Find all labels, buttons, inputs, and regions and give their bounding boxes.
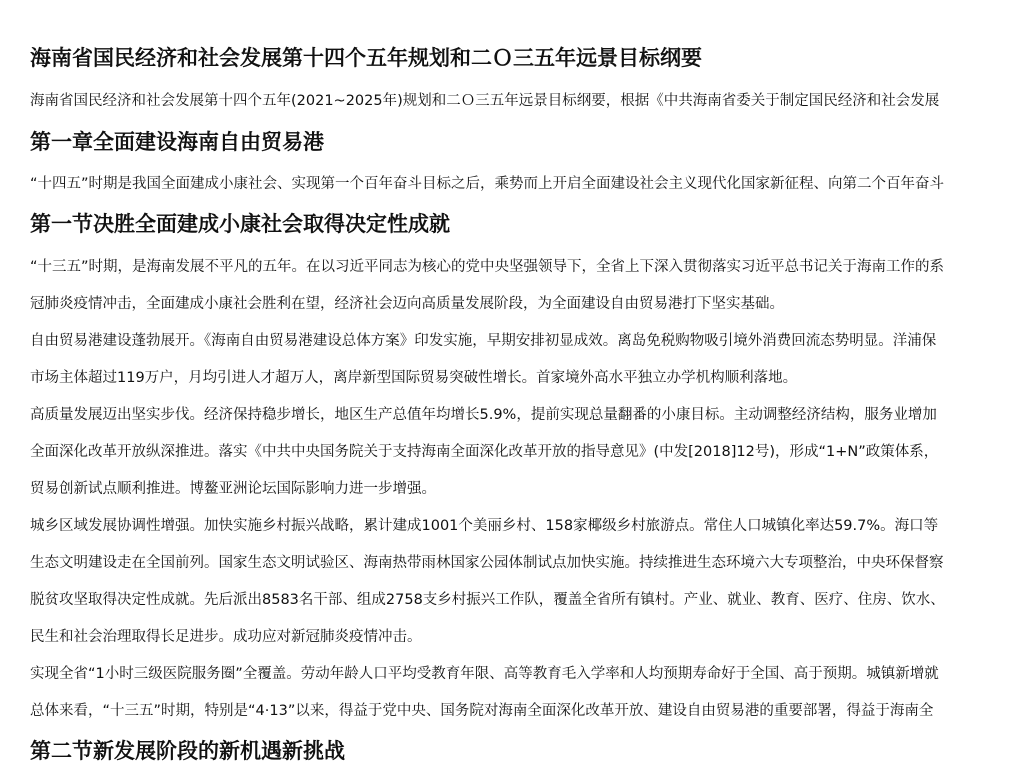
paragraph-line: 生态文明建设走在全国前列。国家生态文明试验区、海南热带雨林国家公园体制试点加快实施。持续推进生态环境六大专项整治，中央环保督察 (30, 555, 944, 571)
document-title: 海南省国民经济和社会发展第十四个五年规划和二Ｏ三五年远景目标纲要 (30, 46, 702, 70)
paragraph-line: 市场主体超过119万户，月均引进人才超万人，离岸新型国际贸易突破性增长。首家境外高水平独立办学机构顺利落地。 (30, 370, 798, 386)
paragraph-line: 贸易创新试点顺利推进。博鳌亚洲论坛国际影响力进一步增强。 (30, 481, 436, 497)
paragraph-line: 脱贫攻坚取得决定性成就。先后派出8583名干部、组成2758支乡村振兴工作队，覆盖全省所有镇村。产业、就业、教育、医疗、住房、饮水、 (30, 592, 945, 608)
paragraph-line: 高质量发展迈出坚实步伐。经济保持稳步增长，地区生产总值年均增长5.9%，提前实现总量翻番的小康目标。主动调整经济结构，服务业增加 (30, 407, 937, 423)
paragraph-line: 民生和社会治理取得长足进步。成功应对新冠肺炎疫情冲击。 (30, 629, 422, 645)
paragraph-line: 城乡区域发展协调性增强。加快实施乡村振兴战略，累计建成1001个美丽乡村、158家椰级乡村旅游点。常住人口城镇化率达59.7%。海口等 (30, 518, 939, 534)
section-heading: 第二节新发展阶段的新机遇新挑战 (30, 739, 345, 763)
chapter-heading: 第一章全面建设海南自由贸易港 (30, 130, 324, 154)
paragraph-line: “十三五”时期，是海南发展不平凡的五年。在以习近平同志为核心的党中央坚强领导下，全省上下深入贯彻落实习近平总书记关于海南工作的系 (30, 259, 945, 275)
paragraph-line: 冠肺炎疫情冲击，全面建成小康社会胜利在望，经济社会迈向高质量发展阶段，为全面建设自由贸易港打下坚实基础。 (30, 296, 784, 312)
paragraph-line: 总体来看，“十三五”时期，特别是“4·13”以来，得益于党中央、国务院对海南全面深化改革开放、建设自由贸易港的重要部署，得益于海南全 (30, 703, 934, 719)
section-heading: 第一节决胜全面建成小康社会取得决定性成就 (30, 212, 450, 236)
intro-paragraph: 海南省国民经济和社会发展第十四个五年(2021~2025年)规划和二Ｏ三五年远景目标纲要，根据《中共海南省委关于制定国民经济和社会发展 (30, 93, 940, 109)
paragraph-line: 自由贸易港建设蓬勃展开。《海南自由贸易港建设总体方案》印发实施，早期安排初显成效。离岛免税购物吸引境外消费回流态势明显。洋浦保 (30, 333, 937, 349)
paragraph-line: 全面深化改革开放纵深推进。落实《中共中央国务院关于支持海南全面深化改革开放的指导意见》(中发[2018]12号)，形成“1+N”政策体系， (30, 444, 939, 460)
paragraph-line: 实现全省“1小时三级医院服务圈”全覆盖。劳动年龄人口平均受教育年限、高等教育毛入学率和人均预期寿命好于全国、高于预期。城镇新增就 (30, 666, 939, 682)
chapter-intro-paragraph: “十四五”时期是我国全面建成小康社会、实现第一个百年奋斗目标之后，乘势而上开启全面建设社会主义现代化国家新征程、向第二个百年奋斗 (30, 176, 945, 192)
